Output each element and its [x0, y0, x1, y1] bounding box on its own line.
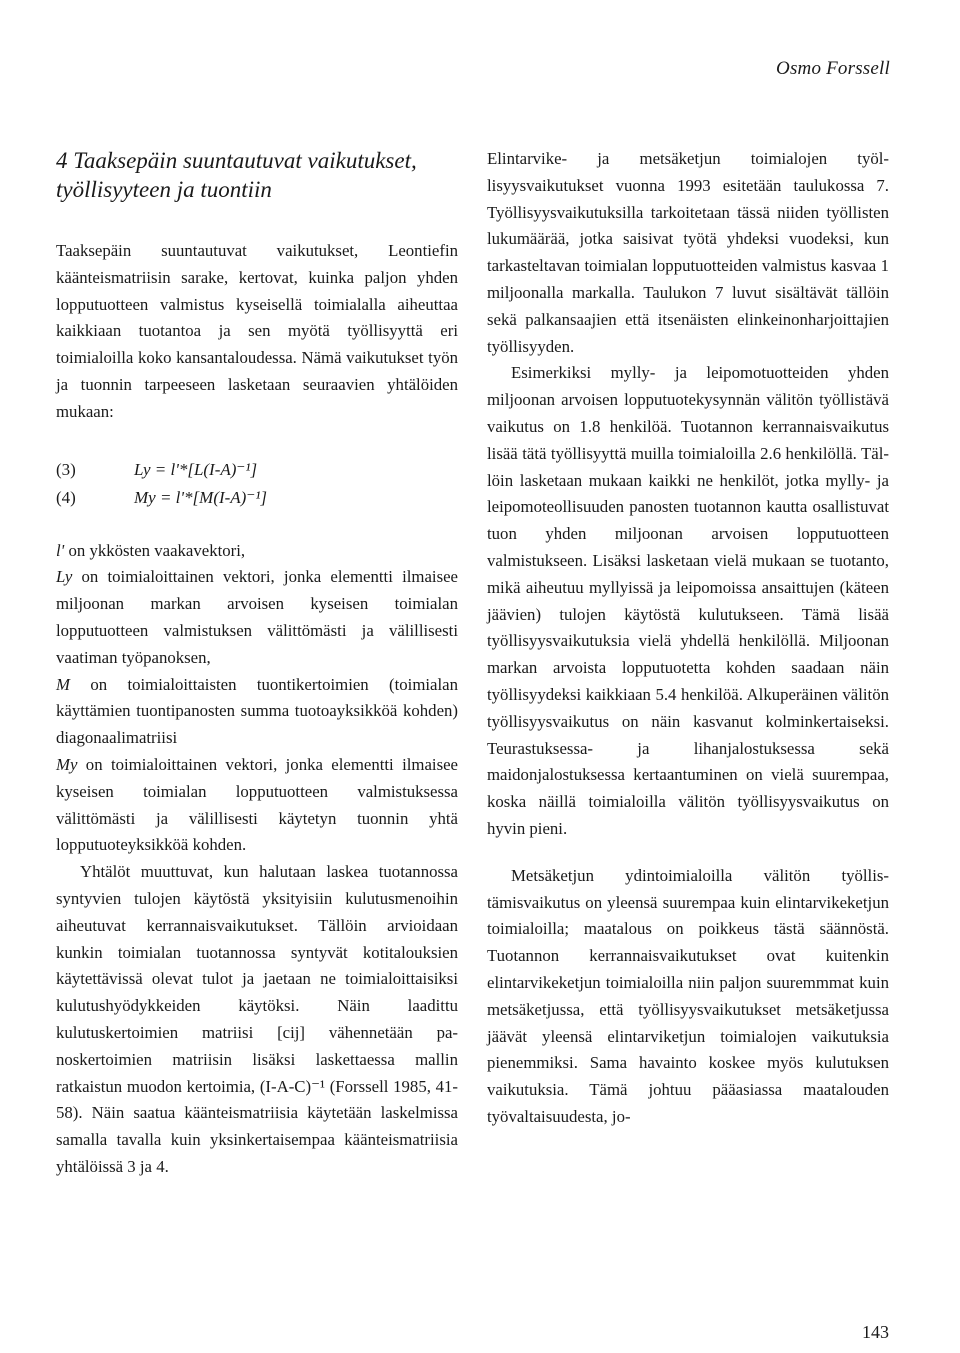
definition-text: on toimialoittaisten tuontikertoimien (toimialan käyttämien tuontipanosten summa tuotoayksikköä kohden) diagonaalimatriisi — [56, 674, 458, 748]
definition-symbol: Ly — [56, 567, 73, 587]
left-column — [56, 146, 458, 1181]
equation-number: (4) — [56, 487, 76, 507]
definition-item — [56, 538, 458, 565]
equation-3 — [56, 456, 458, 484]
running-header-author: Osmo Forssell — [776, 58, 890, 79]
equation-formula: Ly = l'*[L(I-A)⁻¹] — [134, 459, 258, 479]
employment-intro-paragraph: Elintarvike- ja metsäketjun toimialojen työllisyysvaikutukset vuonna 1993 esitetään taulukossa 7. Työllisyysvaikutuksilla tarkoitetaan tässä niiden työllisten lukumäärää, jotka saisivat työtä yhdeksi vuodeksi, kun tarkasteltavan toimialan lopputuotteiden valmistus kasvaa 1 miljoonalla markalla. Taulukon 7 luvut sisältävät tällöin sekä palkansaajien että itsenäisten elinkeinonharjoittajien työllisyyden. — [487, 149, 889, 356]
equation-number: (3) — [56, 459, 76, 479]
example-paragraph: Esimerkiksi mylly- ja leipomotuotteiden yhden miljoonan arvoisen lopputuotekysynnän välitön työllistävä vaikutus on 1.8 henkilöä. Tuotannon kerrannaisvaikutus lisää tätä työllisyyttä muilla toimialoilla 2.6 henkilöllä. Tällöin lasketaan mukaan kaikki ne henkilöt, jotka mylly- ja leipomoteollisuuden panosten tuotannon kautta osallistuvat tuon yhden miljoonan arvoisen lopputuotteen valmistukseen. Lisäksi lasketaan vielä mukaan se tuotanto, mikä aiheutuu myllyissä ja leipomoissa ansaittujen (käteen jäävien) tulojen käytöstä kulutukseen. Tämä lisää työllisyysvaikutuksia vielä yhdellä henkilöllä. Miljoonan markan arvoista lopputuotetta kohden saadaan näin työllisyydeksi kaikkiaan 5.4 henkilöä. Alkuperäinen välitön työllisyysvaikutus on näin kasvanut kolminkertaiseksi. Teurastuksessa- ja lihanjalostuksessa sekä maidonjalostuksessa kertaantuminen on vielä suurempaa, koska näillä toimialoilla välitön työllisyysvaikutus on hyvin pieni. — [487, 363, 889, 838]
definition-text: on toimialoittainen vektori, jonka elementti ilmaisee kyseisen toimialan lopputuotteen valmistuksessa välittömästi ja välillisesti käytetyn tuonnin yhtä lopputuoteyksikköä kohden. — [56, 754, 458, 855]
forest-chain-paragraph: Metsäketjun ydintoimialoilla välitön työllistämisvaikutus on yleensä suurempaa kuin elintarvikeketjun toimialoilla; maatalous on poikkeus tästä säännöstä. Tuotannon kerrannaisvaikutukset ovat kuitenkin elintarvikeketjun toimialoilla niin paljon suuremmmat kuin metsäketjussa, että työllisyysvaikutukset metsäketjussa jäävät yleensä elintarviketjun toimialojen vaikutuksia pienemmiksi. Sama havainto koskee myös kulutuksen vaikutuksia. Tämä johtuu pääasiassa maatalouden työvaltaisuudesta, jo- — [487, 865, 889, 1126]
definition-item — [56, 672, 458, 752]
definition-symbol: My — [56, 754, 78, 774]
intro-paragraph: Taaksepäin suuntautuvat vaikutukset, Leontiefin käänteismatriisin sarake, kertovat, kuinka paljon yhden lopputuotteen valmistus kyseisellä toimialalla aiheuttaa kaikkiaan tuotantoa ja sen myötä työllisyyttä eri toimialoilla koko kansantaloudessa. Nämä vaikutukset työn ja tuonnin tarpeeseen lasketaan seuraavien yhtälöiden mukaan: — [56, 241, 458, 421]
equations-block — [56, 456, 458, 512]
definition-item — [56, 752, 458, 859]
section-title-line-1: 4 Taaksepäin suuntautuvat vaikutukset, — [56, 148, 417, 173]
equation-formula: My = l'*[M(I-A)⁻¹] — [134, 487, 268, 507]
page-number: 143 — [862, 1322, 889, 1342]
definition-symbol: l' — [56, 540, 65, 560]
consumption-paragraph: Yhtälöt muuttuvat, kun halutaan laskea tuotannossa syntyvien tulojen käytöstä yksityisiin kulutusmenoihin aiheutuvat kerrannaisvaikutukset. Tällöin arvioidaan kunkin toimialan tuotannossa syntyvät kotitalouksien käytettävissä olevat tulot ja jaetaan ne toimialoittaisiksi kulutushyödykkeiden käytöksi. Näin laadittu kulutuskertoimien matriisi [cij] vähennetään panoskertoimien matriisin lisäksi laskettaessa mallin ratkaistun muodon kertoimia, (I-A-C)⁻¹ (Forssell 1985, 41-58). Näin saatua käänteismatriisia käytetään laskelmissa samalla tavalla kuin yksinkertaisempaa käänteismatriisia yhtälöissä 3 ja 4. — [56, 862, 458, 1176]
definition-text: on ykkösten vaakavektori, — [64, 540, 246, 560]
section-title-line-2: työllisyyteen ja tuontiin — [56, 177, 272, 202]
definition-text: on toimialoittainen vektori, jonka elementti ilmaisee miljoonan markan arvoisen kyseisen toimialan lopputuotteen valmistuksen välittömästi ja välillisesti vaatiman työpanoksen, — [56, 567, 458, 667]
equation-4 — [56, 484, 458, 512]
definition-symbol: M — [56, 674, 70, 694]
right-column — [487, 146, 889, 1131]
definitions-list — [56, 538, 458, 860]
section-title — [56, 146, 458, 204]
definition-item — [56, 564, 458, 671]
